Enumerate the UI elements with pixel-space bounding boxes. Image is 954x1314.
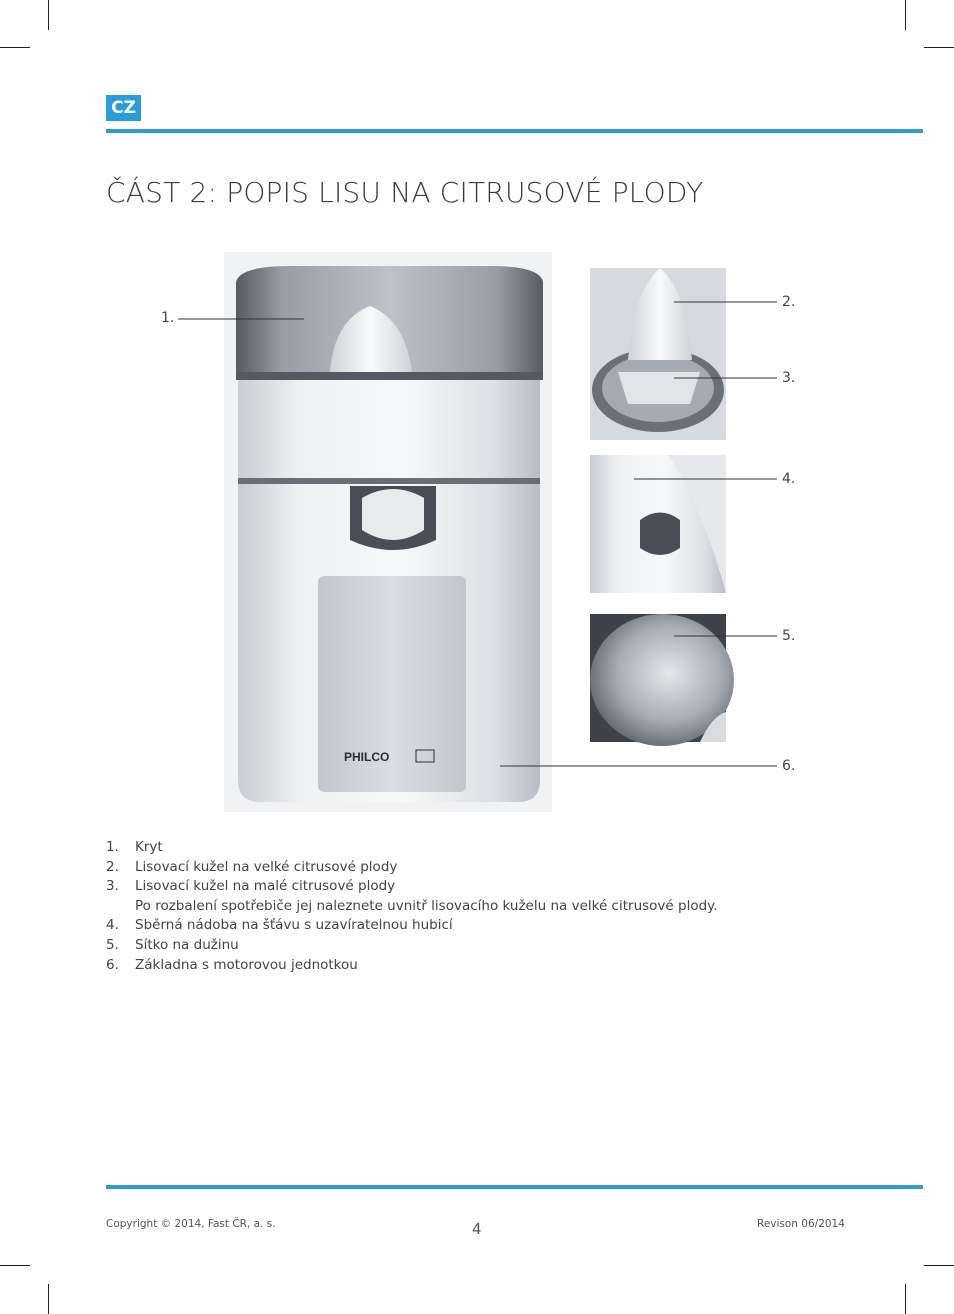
crop-mark [905,1284,906,1314]
list-item-number: 6. [106,956,119,973]
list-item [106,858,866,878]
footer-copyright: Copyright © 2014, Fast ČR, a. s. [106,1218,276,1230]
list-item-text: Lisovací kužel na malé citrusové plody [135,878,396,895]
callout-label-3: 3. [782,370,796,386]
crop-mark [924,1265,954,1266]
callout-label-2: 2. [782,294,796,310]
list-item-text: Po rozbalení spotřebiče jej naleznete uvnitř lisovacího kuželu na velké citrusové plody. [135,897,718,914]
crop-mark [48,1284,49,1314]
front-panel [318,576,466,792]
list-item-text: Základna s motorovou jednotkou [135,956,358,973]
lid-rim [236,372,543,380]
callout-label-4: 4. [782,471,796,487]
parts-list [106,838,866,975]
footer-rule [106,1185,923,1189]
page-number: 4 [472,1220,482,1238]
list-item-text: Sběrná nádoba na šťávu s uzavíratelnou hubicí [135,917,453,934]
list-item-number: 3. [106,878,119,895]
brand-logo: PHILCO [344,750,390,764]
list-item [106,956,866,976]
page-title: ČÁST 2: POPIS LISU NA CITRUSOVÉ PLODY [106,176,704,209]
list-item-text: Sítko na dužinu [135,936,239,953]
list-item-number: 4. [106,917,119,934]
list-item-number: 1. [106,839,119,855]
list-item [106,838,866,858]
list-item [106,936,866,956]
list-item-text: Lisovací kužel na velké citrusové plody [135,858,398,875]
list-item-note [106,897,866,917]
callout-label-5: 5. [782,628,796,644]
footer-revision: Revison 06/2014 [757,1218,845,1230]
detail-spout [640,513,680,556]
list-item [106,916,866,936]
crop-mark [0,1265,30,1266]
cone-small-detail [618,372,700,404]
list-item [106,877,866,897]
body-seam [238,478,540,484]
callout-label-1: 1. [161,310,175,326]
list-item-number: 2. [106,858,119,875]
list-item-number: 5. [106,936,119,953]
callout-label-6: 6. [782,758,796,774]
list-item-text: Kryt [135,839,163,855]
spout [362,489,424,540]
language-badge: CZ [106,95,141,121]
